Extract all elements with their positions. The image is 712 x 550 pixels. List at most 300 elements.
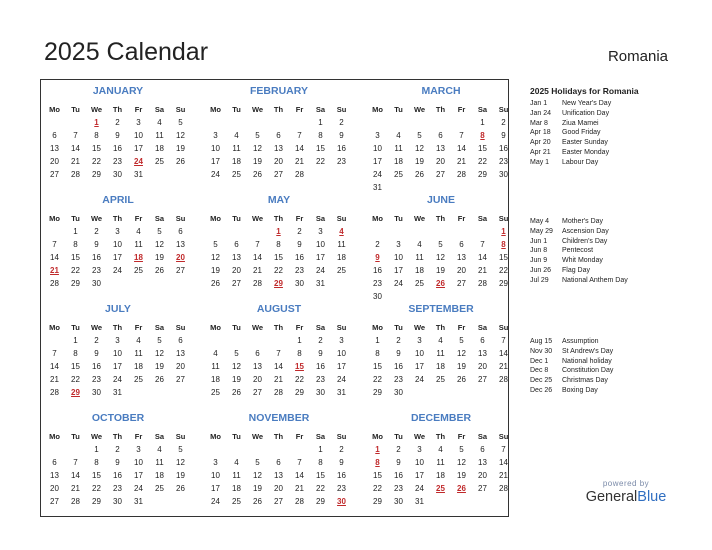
day-cell: 8 — [276, 240, 281, 249]
empty-cell — [44, 116, 65, 129]
day-cell: 29 — [71, 279, 80, 288]
day-cell: 11 — [155, 131, 164, 140]
weekday-header: Th — [435, 105, 446, 114]
holiday-day-cell: 1 — [94, 118, 99, 127]
month-grid — [367, 430, 515, 508]
day-cell: 14 — [457, 144, 466, 153]
day-cell: 3 — [318, 227, 323, 236]
day-cell: 7 — [480, 240, 485, 249]
day-cell: 4 — [234, 458, 239, 467]
day-cell: 11 — [436, 458, 445, 467]
day-cell: 1 — [94, 445, 99, 454]
weekday-header: Su — [336, 214, 347, 223]
day-cell: 25 — [415, 279, 424, 288]
day-cell: 23 — [499, 157, 508, 166]
holiday-date: Dec 8 — [530, 367, 549, 375]
day-cell: 24 — [337, 375, 346, 384]
day-cell: 22 — [92, 484, 101, 493]
weekday-header: Sa — [477, 214, 488, 223]
holiday-date: Jul 29 — [530, 276, 549, 284]
day-cell: 17 — [113, 362, 122, 371]
day-cell: 27 — [50, 170, 59, 179]
day-cell: 24 — [415, 484, 424, 493]
day-cell: 14 — [478, 253, 487, 262]
day-cell: 23 — [394, 375, 403, 384]
weekday-header: Mo — [49, 214, 60, 223]
day-cell: 9 — [297, 240, 302, 249]
empty-cell — [205, 116, 226, 129]
day-cell: 17 — [211, 484, 220, 493]
empty-cell — [472, 225, 493, 238]
weekday-header: Mo — [210, 432, 221, 441]
day-cell: 3 — [417, 445, 422, 454]
weekday-header: Tu — [71, 323, 80, 332]
day-cell: 14 — [50, 362, 59, 371]
weekday-header: We — [90, 323, 103, 332]
month-name: MARCH — [421, 85, 461, 97]
holiday-row — [530, 366, 690, 376]
weekday-header: Mo — [49, 105, 60, 114]
month-july — [44, 302, 192, 399]
weekday-header: We — [413, 214, 426, 223]
day-cell: 12 — [211, 253, 220, 262]
weekday-header: Mo — [372, 323, 383, 332]
empty-cell — [226, 116, 247, 129]
day-cell: 10 — [211, 144, 220, 153]
month-june — [367, 193, 515, 303]
day-cell: 11 — [134, 349, 143, 358]
day-cell: 31 — [134, 497, 143, 506]
month-april — [44, 193, 192, 290]
day-cell: 5 — [157, 336, 162, 345]
day-cell: 8 — [318, 131, 323, 140]
day-cell: 16 — [394, 362, 403, 371]
holiday-name: Easter Sunday — [562, 139, 608, 147]
day-cell: 14 — [499, 458, 508, 467]
day-cell: 2 — [339, 118, 344, 127]
holiday-date: Dec 26 — [530, 386, 553, 394]
day-cell: 19 — [155, 253, 164, 262]
day-cell: 2 — [339, 445, 344, 454]
day-cell: 29 — [478, 170, 487, 179]
holiday-date: May 4 — [530, 218, 550, 225]
holiday-day-cell: 29 — [71, 388, 80, 397]
weekday-header: Sa — [154, 323, 165, 332]
day-cell: 26 — [457, 375, 466, 384]
day-cell: 12 — [176, 458, 185, 467]
day-cell: 2 — [396, 445, 401, 454]
day-cell: 15 — [92, 471, 101, 480]
weekday-header: Tu — [394, 105, 403, 114]
day-cell: 6 — [459, 240, 464, 249]
weekday-header: Mo — [49, 323, 60, 332]
day-cell: 26 — [176, 484, 185, 493]
day-cell: 21 — [499, 471, 508, 480]
weekday-header: Su — [498, 432, 509, 441]
empty-cell — [430, 116, 451, 129]
day-cell: 22 — [92, 157, 101, 166]
month-grid — [205, 103, 353, 181]
day-cell: 20 — [457, 266, 466, 275]
day-cell: 25 — [134, 375, 143, 384]
day-cell: 17 — [415, 471, 424, 480]
weekday-header: Su — [175, 432, 186, 441]
holiday-name: National holiday — [562, 357, 612, 365]
day-cell: 6 — [178, 227, 183, 236]
holiday-date: Nov 30 — [530, 347, 553, 355]
month-october — [44, 411, 192, 508]
weekday-header: We — [251, 323, 264, 332]
weekday-header: Fr — [457, 105, 466, 114]
month-september — [367, 302, 515, 399]
day-cell: 13 — [478, 349, 487, 358]
day-cell: 29 — [316, 497, 325, 506]
day-cell: 5 — [178, 445, 183, 454]
empty-cell — [44, 334, 65, 347]
day-cell: 10 — [415, 458, 424, 467]
weekday-header: Th — [112, 432, 123, 441]
month-grid — [367, 103, 515, 194]
day-cell: 25 — [134, 266, 143, 275]
empty-cell — [205, 443, 226, 456]
day-cell: 30 — [92, 388, 101, 397]
day-cell: 6 — [178, 336, 183, 345]
day-cell: 8 — [375, 349, 380, 358]
day-cell: 11 — [394, 144, 403, 153]
day-cell: 30 — [316, 388, 325, 397]
empty-cell — [268, 443, 289, 456]
day-cell: 4 — [438, 336, 443, 345]
day-cell: 4 — [136, 227, 141, 236]
weekday-header: Tu — [394, 214, 403, 223]
month-name: JANUARY — [92, 85, 144, 97]
day-cell: 27 — [50, 497, 59, 506]
day-cell: 9 — [94, 240, 99, 249]
day-cell: 21 — [499, 362, 508, 371]
day-cell: 5 — [255, 458, 260, 467]
day-cell: 23 — [295, 266, 304, 275]
holiday-row — [530, 266, 690, 276]
day-cell: 4 — [213, 349, 218, 358]
day-cell: 21 — [457, 157, 466, 166]
day-cell: 19 — [415, 157, 424, 166]
day-cell: 13 — [274, 471, 283, 480]
day-cell: 27 — [232, 279, 241, 288]
weekday-header: Su — [175, 105, 186, 114]
holiday-date: Apr 18 — [530, 129, 551, 137]
day-cell: 20 — [232, 266, 241, 275]
day-cell: 21 — [50, 375, 59, 384]
day-cell: 29 — [92, 170, 101, 179]
day-cell: 29 — [295, 388, 304, 397]
day-cell: 11 — [436, 349, 445, 358]
weekday-header: Th — [435, 323, 446, 332]
day-cell: 23 — [92, 375, 101, 384]
day-cell: 1 — [318, 118, 323, 127]
holiday-row — [530, 256, 690, 266]
day-cell: 28 — [295, 497, 304, 506]
day-cell: 5 — [255, 131, 260, 140]
weekday-header: Sa — [154, 214, 165, 223]
day-cell: 5 — [157, 227, 162, 236]
day-cell: 22 — [478, 157, 487, 166]
holiday-name: New Year's Day — [562, 100, 612, 107]
holiday-day-cell: 1 — [276, 227, 281, 236]
holiday-name: Mother's Day — [562, 218, 604, 225]
weekday-header: Sa — [315, 214, 326, 223]
day-cell: 15 — [316, 144, 325, 153]
day-cell: 19 — [457, 471, 466, 480]
empty-cell — [226, 334, 247, 347]
empty-cell — [226, 225, 247, 238]
holiday-name: Ziua Mamei — [562, 119, 599, 127]
day-cell: 28 — [457, 170, 466, 179]
day-cell: 4 — [234, 131, 239, 140]
day-cell: 4 — [438, 445, 443, 454]
weekday-header: Su — [336, 432, 347, 441]
day-cell: 27 — [253, 388, 262, 397]
day-cell: 1 — [297, 336, 302, 345]
holiday-day-cell: 26 — [436, 279, 445, 288]
holiday-date: Apr 21 — [530, 148, 551, 156]
weekday-header: We — [251, 105, 264, 114]
day-cell: 26 — [176, 157, 185, 166]
day-cell: 14 — [295, 471, 304, 480]
holiday-day-cell: 1 — [501, 227, 506, 236]
day-cell: 30 — [394, 497, 403, 506]
weekday-header: We — [413, 432, 426, 441]
country-label: Romania — [607, 48, 668, 65]
holiday-name: Ascension Day — [562, 227, 609, 235]
holiday-row — [530, 276, 690, 286]
day-cell: 1 — [73, 227, 78, 236]
empty-cell — [268, 334, 289, 347]
day-cell: 20 — [436, 157, 445, 166]
month-name: SEPTEMBER — [408, 303, 474, 315]
weekday-header: We — [90, 214, 103, 223]
day-cell: 24 — [134, 484, 143, 493]
day-cell: 12 — [155, 240, 164, 249]
weekday-header: We — [251, 432, 264, 441]
weekday-header: Sa — [315, 105, 326, 114]
holiday-name: St Andrew's Day — [562, 347, 614, 355]
day-cell: 16 — [499, 144, 508, 153]
day-cell: 3 — [115, 227, 120, 236]
weekday-header: Mo — [372, 432, 383, 441]
weekday-header: Fr — [134, 214, 143, 223]
day-cell: 26 — [253, 497, 262, 506]
month-march — [367, 84, 515, 194]
day-cell: 27 — [478, 375, 487, 384]
day-cell: 14 — [71, 144, 80, 153]
weekday-header: Su — [175, 323, 186, 332]
day-cell: 8 — [73, 349, 78, 358]
day-cell: 2 — [375, 240, 380, 249]
day-cell: 14 — [295, 144, 304, 153]
day-cell: 10 — [134, 458, 143, 467]
weekday-header: Th — [273, 105, 284, 114]
month-grid — [44, 430, 192, 508]
weekday-header: Tu — [232, 432, 241, 441]
day-cell: 21 — [295, 484, 304, 493]
weekday-header: Sa — [477, 432, 488, 441]
holiday-day-cell: 29 — [274, 279, 283, 288]
day-cell: 13 — [176, 349, 185, 358]
day-cell: 13 — [436, 144, 445, 153]
holiday-row — [530, 109, 690, 119]
day-cell: 15 — [71, 253, 80, 262]
day-cell: 7 — [52, 349, 57, 358]
holiday-day-cell: 4 — [339, 227, 344, 236]
day-cell: 13 — [457, 253, 466, 262]
weekday-header: Fr — [295, 432, 304, 441]
month-grid — [44, 212, 192, 290]
day-cell: 22 — [499, 266, 508, 275]
day-cell: 26 — [415, 170, 424, 179]
day-cell: 8 — [73, 240, 78, 249]
day-cell: 29 — [92, 497, 101, 506]
day-cell: 24 — [211, 497, 220, 506]
day-cell: 30 — [113, 170, 122, 179]
holiday-group — [530, 337, 690, 396]
day-cell: 14 — [71, 471, 80, 480]
day-cell: 7 — [52, 240, 57, 249]
day-cell: 9 — [339, 131, 344, 140]
weekday-header: Fr — [295, 214, 304, 223]
day-cell: 24 — [373, 170, 382, 179]
day-cell: 6 — [480, 445, 485, 454]
day-cell: 19 — [176, 471, 185, 480]
day-cell: 11 — [232, 144, 241, 153]
day-cell: 10 — [134, 131, 143, 140]
empty-cell — [268, 116, 289, 129]
day-cell: 7 — [255, 240, 260, 249]
brand-logo — [583, 479, 669, 505]
empty-cell — [409, 225, 430, 238]
weekday-header: We — [413, 323, 426, 332]
holiday-row — [530, 347, 690, 357]
day-cell: 5 — [234, 349, 239, 358]
holiday-day-cell: 1 — [375, 445, 380, 454]
empty-cell — [409, 116, 430, 129]
weekday-header: Su — [175, 214, 186, 223]
day-cell: 5 — [459, 445, 464, 454]
day-cell: 18 — [232, 484, 241, 493]
holiday-date: Jan 1 — [530, 100, 548, 107]
day-cell: 17 — [134, 471, 143, 480]
day-cell: 5 — [178, 118, 183, 127]
day-cell: 15 — [316, 471, 325, 480]
day-cell: 20 — [176, 362, 185, 371]
day-cell: 2 — [396, 336, 401, 345]
day-cell: 6 — [52, 458, 57, 467]
holiday-date: Jun 26 — [530, 266, 552, 274]
holiday-day-cell: 18 — [134, 253, 143, 262]
day-cell: 7 — [73, 458, 78, 467]
empty-cell — [44, 443, 65, 456]
day-cell: 11 — [232, 471, 241, 480]
holiday-date: Jun 8 — [530, 247, 548, 255]
day-cell: 30 — [373, 292, 382, 301]
day-cell: 22 — [71, 266, 80, 275]
holiday-date: Jun 1 — [530, 237, 548, 245]
weekday-header: Sa — [315, 432, 326, 441]
weekday-header: Tu — [71, 214, 80, 223]
weekday-header: Tu — [394, 432, 403, 441]
day-cell: 12 — [415, 144, 424, 153]
weekday-header: Tu — [71, 105, 80, 114]
day-cell: 27 — [436, 170, 445, 179]
day-cell: 10 — [415, 349, 424, 358]
day-cell: 2 — [94, 336, 99, 345]
day-cell: 2 — [318, 336, 323, 345]
month-name: JULY — [105, 303, 131, 315]
day-cell: 7 — [297, 458, 302, 467]
day-cell: 25 — [337, 266, 346, 275]
day-cell: 27 — [274, 497, 283, 506]
day-cell: 28 — [499, 375, 508, 384]
holiday-list-title: 2025 Holidays for Romania — [530, 86, 639, 96]
month-name: AUGUST — [256, 303, 302, 315]
day-cell: 6 — [52, 131, 57, 140]
month-january — [44, 84, 192, 181]
month-february — [205, 84, 353, 181]
weekday-header: Th — [273, 214, 284, 223]
day-cell: 4 — [157, 118, 162, 127]
day-cell: 13 — [253, 362, 262, 371]
brand-name-part1: General — [585, 489, 638, 505]
day-cell: 16 — [337, 144, 346, 153]
weekday-header: Mo — [49, 432, 60, 441]
holiday-name: Unification Day — [562, 109, 610, 117]
day-cell: 8 — [318, 458, 323, 467]
day-cell: 16 — [394, 471, 403, 480]
empty-cell — [247, 443, 268, 456]
weekday-header: Fr — [457, 214, 466, 223]
day-cell: 30 — [92, 279, 101, 288]
day-cell: 24 — [113, 266, 122, 275]
day-cell: 2 — [501, 118, 506, 127]
day-cell: 26 — [155, 375, 164, 384]
holiday-group — [530, 99, 690, 168]
day-cell: 18 — [134, 362, 143, 371]
day-cell: 25 — [394, 170, 403, 179]
weekday-header: Tu — [394, 323, 403, 332]
day-cell: 28 — [478, 279, 487, 288]
empty-cell — [430, 225, 451, 238]
day-cell: 10 — [373, 144, 382, 153]
weekday-header: Th — [273, 323, 284, 332]
weekday-header: Su — [336, 105, 347, 114]
holiday-name: Christmas Day — [562, 377, 608, 385]
day-cell: 25 — [155, 484, 164, 493]
day-cell: 14 — [499, 349, 508, 358]
day-cell: 19 — [253, 484, 262, 493]
weekday-header: Fr — [295, 105, 304, 114]
day-cell: 23 — [316, 375, 325, 384]
day-cell: 2 — [94, 227, 99, 236]
holiday-row — [530, 227, 690, 237]
weekday-header: Mo — [372, 105, 383, 114]
holiday-name: Whit Monday — [562, 257, 603, 265]
empty-cell — [388, 116, 409, 129]
day-cell: 20 — [274, 484, 283, 493]
holiday-name: Easter Monday — [562, 148, 610, 156]
holiday-name: National Anthem Day — [562, 276, 628, 284]
day-cell: 6 — [276, 458, 281, 467]
day-cell: 22 — [274, 266, 283, 275]
holiday-row — [530, 246, 690, 256]
